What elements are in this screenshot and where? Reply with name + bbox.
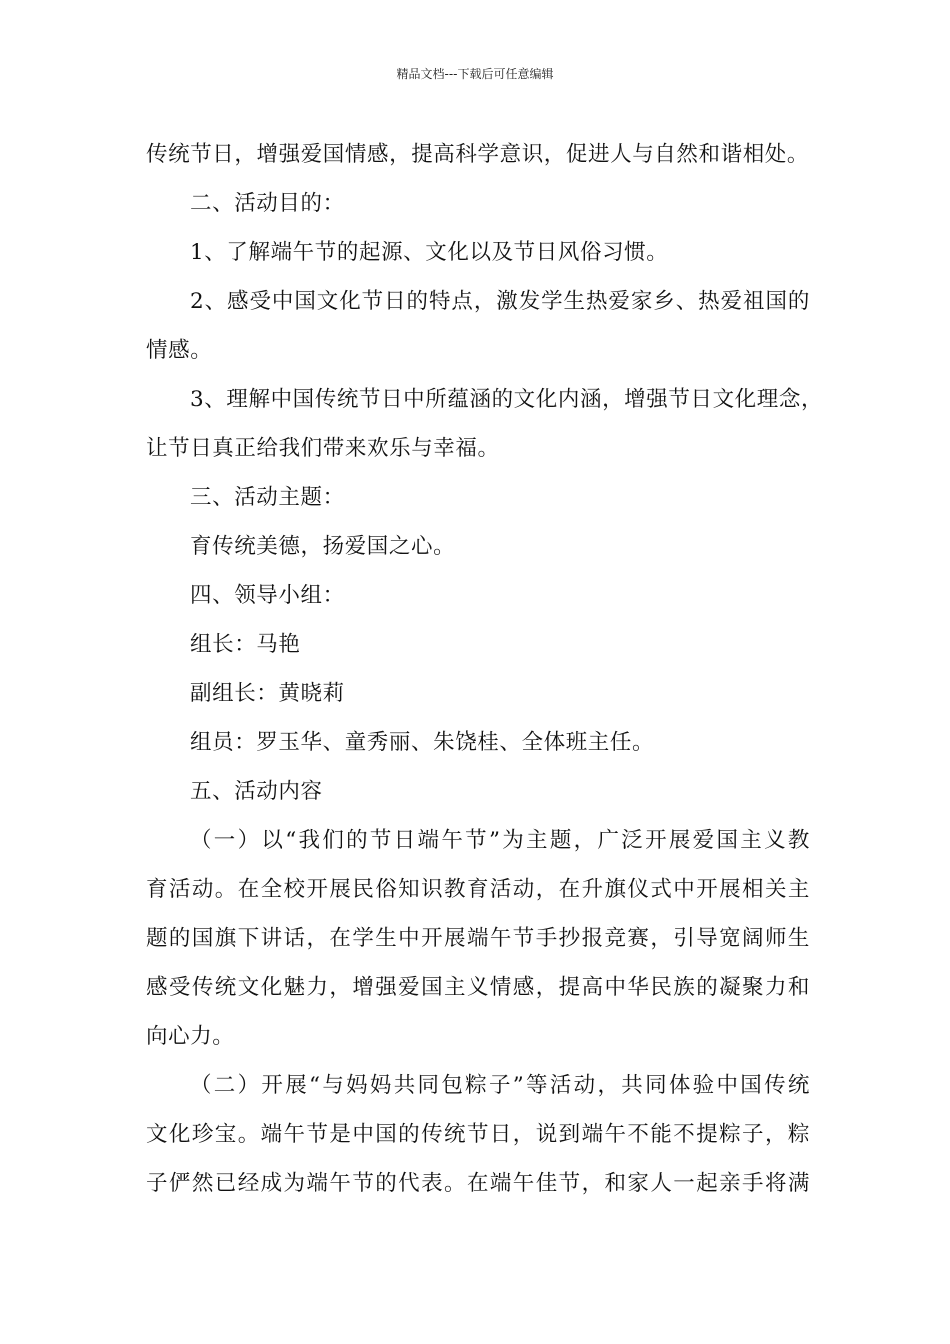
paragraph-line: （一）以“我们的节日端午节”为主题，广泛开展爱国主义教 [190,828,810,853]
paragraph-line: 传统节日，增强爱国情感，提高科学意识，促进人与自然和谐相处。 [146,142,810,167]
section-heading-theme: 三、活动主题： [190,485,345,510]
section-heading-purpose: 二、活动目的： [190,191,345,216]
paragraph-line: 题的国旗下讲话，在学生中开展端午节手抄报竞赛，引导宽阔师生 [146,926,810,951]
section-heading-content: 五、活动内容 [190,779,323,804]
paragraph-line: 文化珍宝。端午节是中国的传统节日，说到端午不能不提粽子，粽 [146,1122,810,1147]
paragraph-line: 感受传统文化魅力，增强爱国主义情感，提高中华民族的凝聚力和 [146,975,810,1000]
paragraph-line: 组员：罗玉华、童秀丽、朱饶桂、全体班主任。 [190,730,655,755]
paragraph-line: 情感。 [146,338,213,363]
paragraph-line: 2、感受中国文化节日的特点，激发学生热爱家乡、热爱祖国的 [190,289,810,314]
paragraph-line: 育活动。在全校开展民俗知识教育活动，在升旗仪式中开展相关主 [146,877,810,902]
paragraph-line: 1、了解端午节的起源、文化以及节日风俗习惯。 [190,240,669,265]
document-body [146,130,824,1208]
paragraph-line: 组长：马艳 [190,632,301,657]
paragraph-line: 副组长：黄晓莉 [190,681,345,706]
paragraph-line: 育传统美德，扬爱国之心。 [190,534,456,559]
paragraph-line: 3、理解中国传统节日中所蕴涵的文化内涵，增强节日文化理念， [190,387,824,412]
paragraph-line: 向心力。 [146,1024,235,1049]
paragraph-line: 子俨然已经成为端午节的代表。在端午佳节，和家人一起亲手将满 [146,1171,810,1196]
paragraph-line: （二）开展“与妈妈共同包粽子”等活动，共同体验中国传统 [190,1073,810,1098]
paragraph-line: 让节日真正给我们带来欢乐与幸福。 [146,436,500,461]
page-header: 精品文档---下载后可任意编辑 [396,67,554,81]
section-heading-leadership: 四、领导小组： [190,583,345,608]
